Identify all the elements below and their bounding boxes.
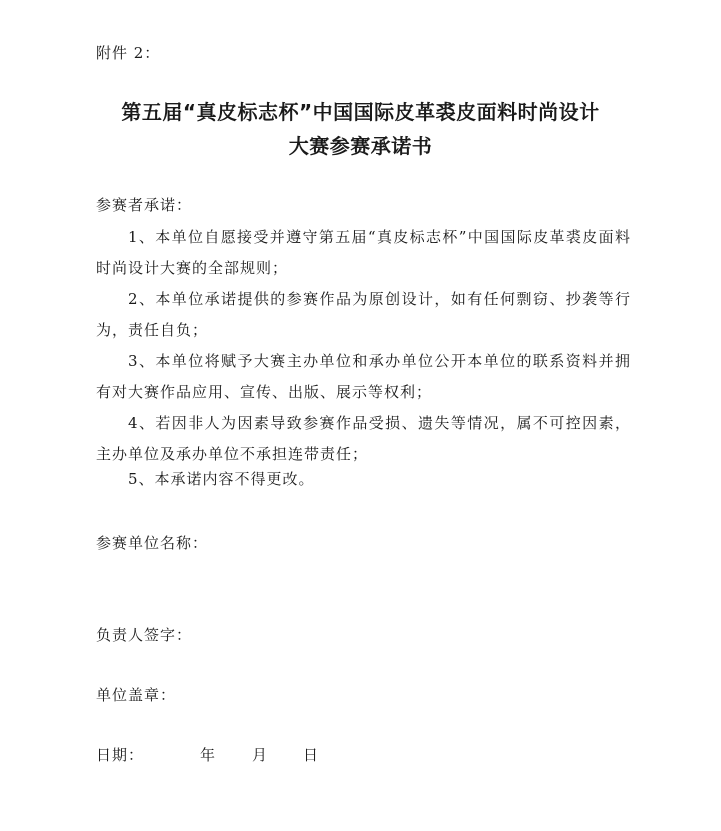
document-title-line-2: 大赛参赛承诺书 [288, 134, 433, 158]
pledge-heading: 参赛者承诺： [96, 196, 193, 214]
date-month-label: 月 [252, 746, 268, 764]
pledge-item-5: 5、本承诺内容不得更改。 [128, 470, 315, 488]
document-title-line-1: 第五届“真皮标志杯”中国国际皮革裘皮面料时尚设计 [121, 100, 600, 124]
date-year-label: 年 [200, 746, 216, 764]
date-day-label: 日 [303, 746, 319, 764]
date-field-label: 日期： [96, 746, 145, 764]
attachment-label: 附件 2： [96, 44, 161, 62]
pledge-item-4: 4、若因非人为因素导致参赛作品受损、遗失等情况，属不可控因素，主办单位及承办单位不承担连带责任； [96, 414, 631, 463]
pledge-item-3: 3、本单位将赋予大赛主办单位和承办单位公开本单位的联系资料并拥有对大赛作品应用、宣传、出版、展示等权利； [96, 352, 631, 401]
seal-field-label: 单位盖章： [96, 686, 177, 704]
org-name-field-label: 参赛单位名称： [96, 534, 209, 552]
pledge-item-2: 2、本单位承诺提供的参赛作品为原创设计，如有任何剽窃、抄袭等行为，责任自负； [96, 290, 631, 339]
signature-field-label: 负责人签字： [96, 626, 193, 644]
pledge-item-1: 1、本单位自愿接受并遵守第五届“真皮标志杯”中国国际皮革裘皮面料时尚设计大赛的全部规则； [96, 228, 631, 277]
